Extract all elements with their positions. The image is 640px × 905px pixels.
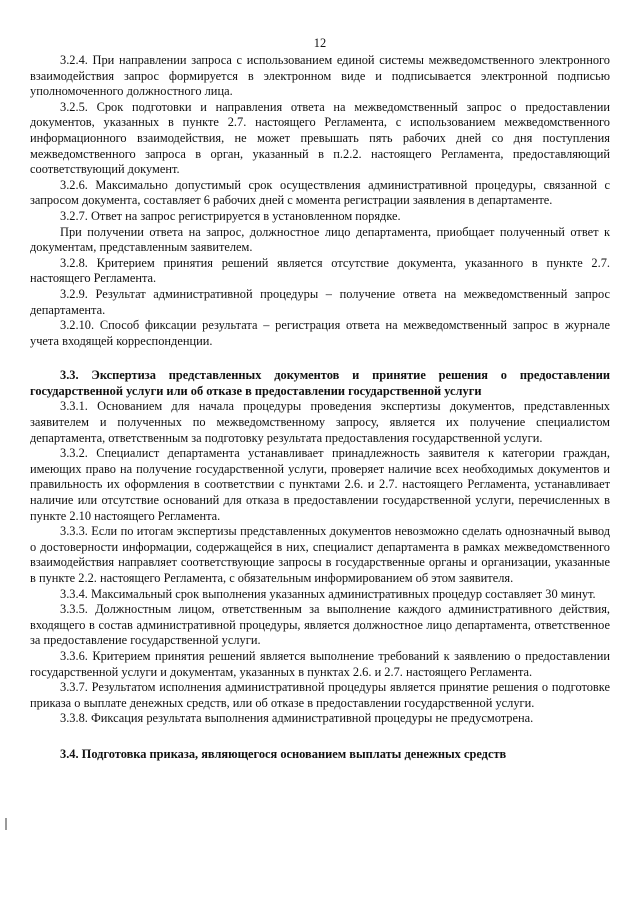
paragraph-3-2-7: 3.2.7. Ответ на запрос регистрируется в установленном порядке.	[60, 208, 401, 223]
scan-margin-mark	[5, 818, 7, 830]
paragraph-3-3-1: 3.3.1. Основанием для начала процедуры проведения экспертизы документов, представленных заявителем и полученных по межведомственному запросу, является их получение специалистом департамента, ответственным за подготовку результата предоставления государственной услуги.	[30, 399, 610, 445]
paragraph-3-2-4: 3.2.4. При направлении запроса с использованием единой системы межведомственного электронного взаимодействия запрос формируется в электронном виде и подписывается электронной подписью уполномоченного должностного лица.	[30, 53, 610, 99]
page-number: 12	[313, 36, 327, 50]
paragraph-3-2-10: 3.2.10. Способ фиксации результата – регистрация ответа на межведомственный запрос в журнале учета входящей корреспонденции.	[30, 318, 610, 348]
section-heading-3-4: 3.4. Подготовка приказа, являющегося основанием выплаты денежных средств	[60, 746, 507, 761]
paragraph-3-3-5: 3.3.5. Должностным лицом, ответственным за выполнение каждого административного действия, входящего в состав административной процедуры, является должностное лицо департамента, ответственное за предоставление государственной услуги.	[30, 602, 610, 648]
section-spacer	[30, 349, 610, 368]
paragraph-3-3-7: 3.3.7. Результатом исполнения административной процедуры является принятие решения о подготовке приказа о выплате денежных средств, или об отказе в предоставлении государственной услуги.	[30, 680, 610, 710]
paragraph-3-2-6: 3.2.6. Максимально допустимый срок осуществления административной процедуры, связанной с запросом документа, составляет 6 рабочих дней с момента регистрации заявления в департаменте.	[30, 177, 610, 208]
paragraph-3-2-5: 3.2.5. Срок подготовки и направления ответа на межведомственный запрос о предоставлении документов, указанных в пункте 2.7. настоящего Регламента, с использованием межведомственного информационного взаимодействия, не может превышать пять рабочих дней со дня поступления межведомственного запроса в орган, указанный в п.2.2. настоящего Регламента, предоставляющий соответствующий документ.	[30, 99, 610, 177]
paragraph-3-3-6: 3.3.6. Критерием принятия решений является выполнение требований к заявлению о предоставлении государственной услуги и документам, указанных в пунктах 2.6. и 2.7. настоящего Регламента.	[30, 648, 610, 679]
paragraph-3-2-8: 3.2.8. Критерием принятия решений является отсутствие документа, указанного в пункте 2.7. настоящего Регламента.	[30, 255, 610, 286]
paragraph-3-2-7-answer: При получении ответа на запрос, должностное лицо департамента, приобщает полученный ответ к документам, представленным заявителем.	[30, 224, 610, 255]
paragraph-3-3-2: 3.3.2. Специалист департамента устанавливает принадлежность заявителя к категории граждан, имеющих право на получение государственной услуги, проверяет наличие всех необходимых документов и правильность их оформления в соответствии с пунктами 2.6. и 2.7. настоящего Регламента, устанавливает наличие или отсутствие оснований для отказа в предоставлении государственной услуги, перечисленных в пункте 2.10 настоящего Регламента.	[30, 446, 610, 523]
paragraph-3-3-8: 3.3.8. Фиксация результата выполнения административной процедуры не предусмотрена.	[60, 711, 534, 726]
paragraph-3-3-3: 3.3.3. Если по итогам экспертизы представленных документов невозможно сделать однозначный вывод о достоверности информации, содержащейся в них, специалист департамента в рамках межведомственного взаимодействия направляет соответствующие запросы в государственные органы и организации, указанные в пункте 2.2. настоящего Регламента, с обязательным информированием об этом заявителя.	[30, 524, 610, 585]
paragraph-3-2-9: 3.2.9. Результат административной процедуры – получение ответа на межведомственный запрос департамента.	[30, 286, 610, 317]
paragraph-3-3-4: 3.3.4. Максимальный срок выполнения указанных административных процедур составляет 30 минут.	[60, 586, 596, 601]
section-heading-3-3: 3.3. Экспертиза представленных документов и принятие решения о предоставлении государственной услуги или об отказе в предоставлении государственной услуги	[30, 368, 610, 398]
section-spacer	[30, 727, 610, 747]
